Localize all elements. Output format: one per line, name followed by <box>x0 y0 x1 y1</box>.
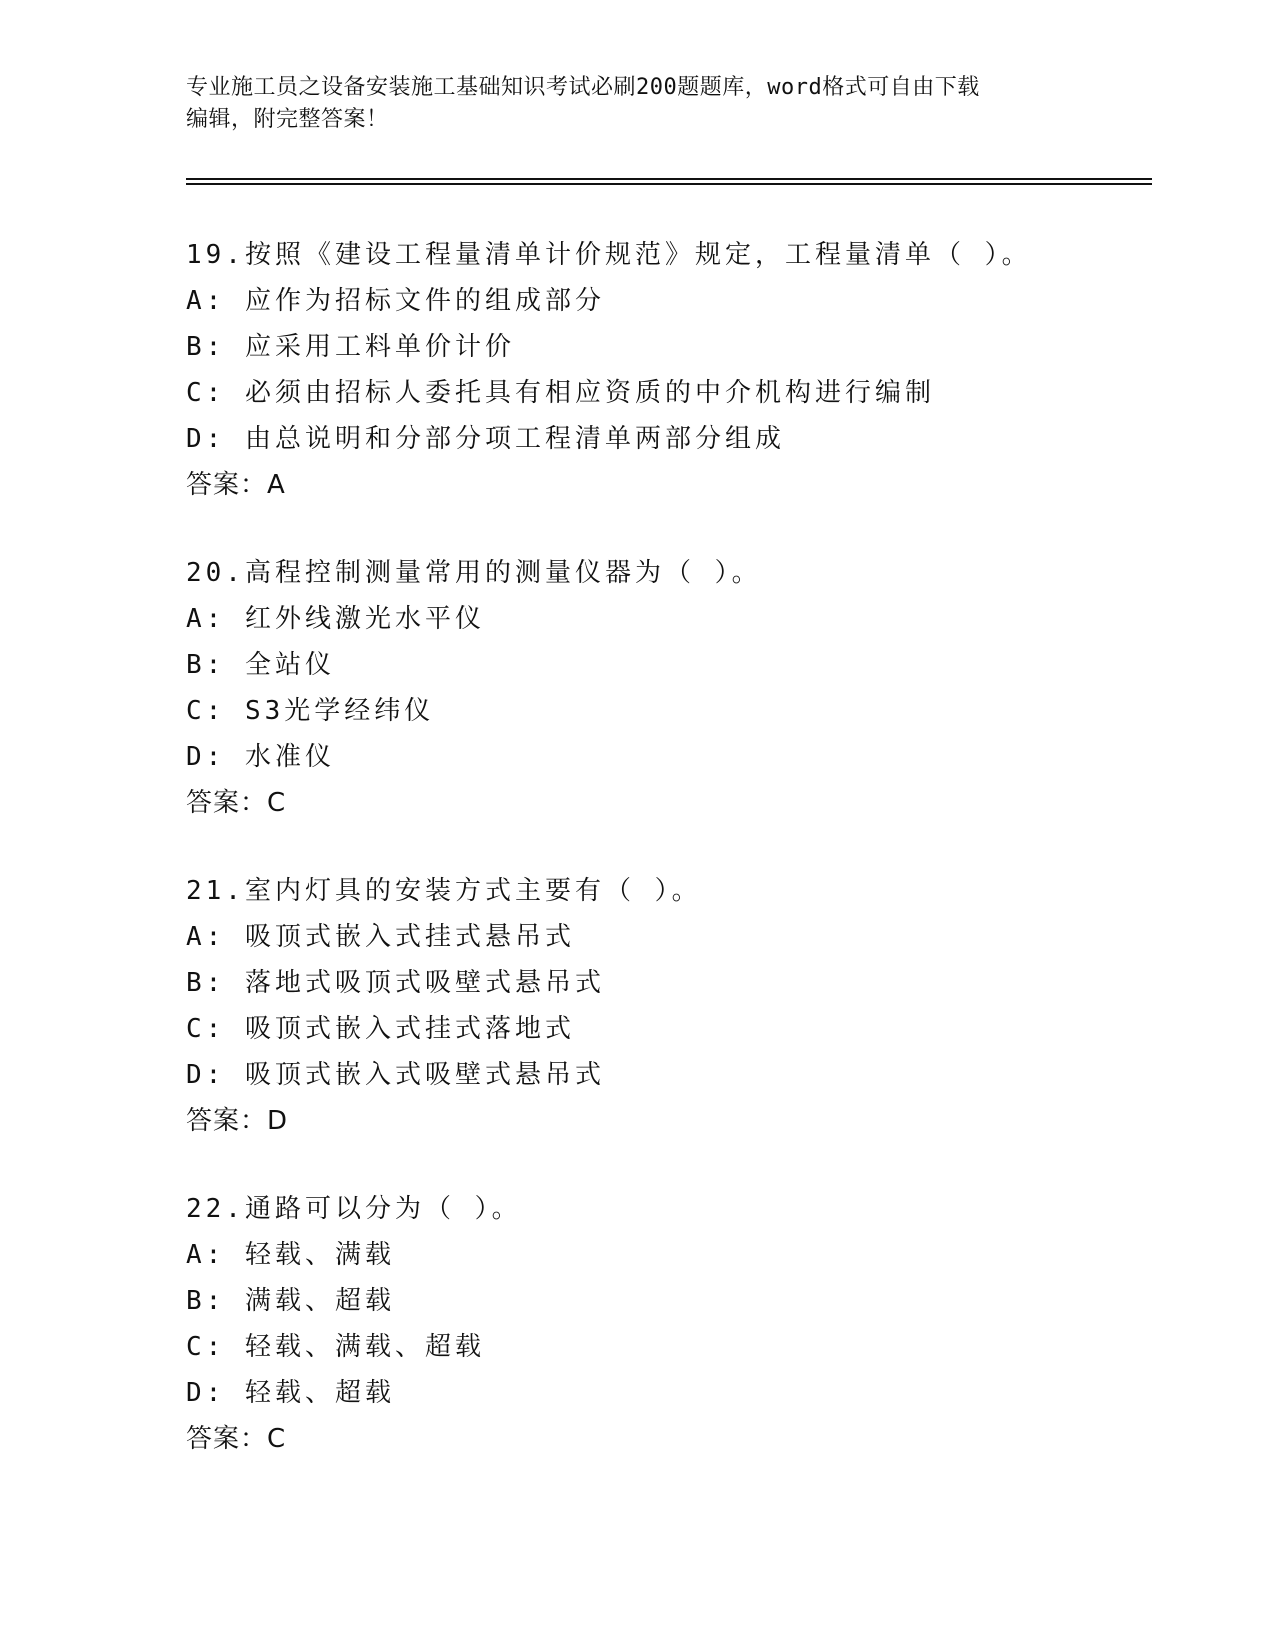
option-c: C: 必须由招标人委托具有相应资质的中介机构进行编制 <box>186 378 935 408</box>
question-22 <box>186 1186 1146 1462</box>
document-header <box>186 72 1086 136</box>
option-a: A: 吸顶式嵌入式挂式悬吊式 <box>186 922 575 952</box>
option-d: D: 水准仪 <box>186 742 335 772</box>
option-b: B: 落地式吸顶式吸壁式悬吊式 <box>186 968 605 998</box>
option-a: A: 应作为招标文件的组成部分 <box>186 286 605 316</box>
question-19 <box>186 232 1146 508</box>
question-21 <box>186 868 1146 1144</box>
question-20 <box>186 550 1146 826</box>
question-stem: 22.通路可以分为（ ）。 <box>186 1194 522 1224</box>
question-list <box>186 232 1146 1462</box>
question-stem: 21.室内灯具的安装方式主要有（ ）。 <box>186 876 702 906</box>
answer-line: 答案：C <box>186 1424 287 1454</box>
option-d: D: 吸顶式嵌入式吸壁式悬吊式 <box>186 1060 605 1090</box>
question-stem: 20.高程控制测量常用的测量仪器为（ ）。 <box>186 558 762 588</box>
answer-line: 答案：C <box>186 788 287 818</box>
header-divider-top <box>186 178 1152 180</box>
option-c: C: S3光学经纬仪 <box>186 696 435 726</box>
option-b: B: 满载、超载 <box>186 1286 395 1316</box>
header-title-line-2: 编辑，附完整答案！ <box>186 107 389 132</box>
option-d: D: 由总说明和分部分项工程清单两部分组成 <box>186 424 785 454</box>
answer-line: 答案：D <box>186 1106 289 1136</box>
option-a: A: 红外线激光水平仪 <box>186 604 485 634</box>
option-a: A: 轻载、满载 <box>186 1240 395 1270</box>
header-title-line-1: 专业施工员之设备安装施工基础知识考试必刷200题题库，word格式可自由下载 <box>186 75 980 100</box>
question-stem: 19.按照《建设工程量清单计价规范》规定，工程量清单（ ）。 <box>186 240 1032 270</box>
option-c: C: 轻载、满载、超载 <box>186 1332 485 1362</box>
answer-line: 答案：A <box>186 470 286 500</box>
option-d: D: 轻载、超载 <box>186 1378 395 1408</box>
option-c: C: 吸顶式嵌入式挂式落地式 <box>186 1014 575 1044</box>
option-b: B: 应采用工料单价计价 <box>186 332 515 362</box>
header-divider-bottom <box>186 183 1152 185</box>
option-b: B: 全站仪 <box>186 650 335 680</box>
